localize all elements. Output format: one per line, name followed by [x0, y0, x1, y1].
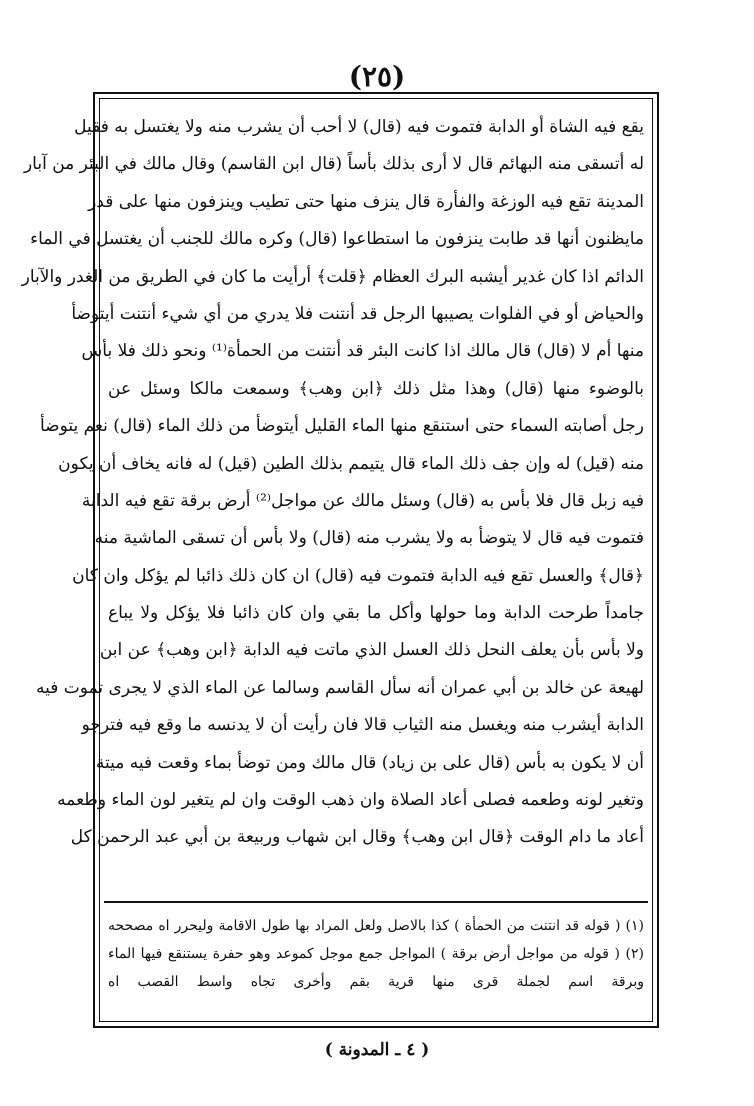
footnote-line: (٢) ( قوله من مواجل أرض برقة ) المواجل جمع موجل كموعد وهو حفرة يستنقع فيها الماء [108, 946, 644, 962]
main-text [21, 109, 644, 857]
text-line: وتغير لونه وطعمه فصلى أعاد الصلاة وان ذهب الوقت وان لم يتغير لون الماء وطعمه [57, 790, 644, 811]
footnote-separator [104, 901, 648, 903]
text-line: أن لا يكون به بأس (قال على بن زياد) قال مالك ومن توضأ بماء وقعت فيه ميتة [95, 752, 644, 773]
signature-mark: ( ٤ ـ المدونة ) [324, 1040, 430, 1060]
text-line: بالوضوء منها (قال) وهذا مثل ذلك ﴿ابن وهب﴾ وسمعت مالكا وسئل عن [108, 378, 644, 399]
text-line: منه (قيل) له وإن جف ذلك الماء قال يتيمم بذلك الطين (قيل) له فانه يخاف أن يكون [58, 453, 644, 474]
text-line: فيه زبل قال فلا بأس به (قال) وسئل مالك عن مواجل⁽²⁾ أرض برقة تقع فيه الدابة [81, 490, 644, 511]
text-line: الدابة أيشرب منه ويغسل منه الثياب قالا فان رأيت أن لا يدنسه ما وقع فيه فترجو [81, 715, 644, 736]
footnote-line: وبرقة اسم لجملة قرى منها قرية بقم وأخرى تجاه واسط القصب اه [108, 974, 644, 990]
text-line: رجل أصابته السماء حتى استنقع منها الماء القليل أيتوضأ من ذلك الماء (قال) نعم يتوضأ [39, 416, 644, 437]
page-number: (٢٥) [348, 60, 406, 93]
footnote-line: (١) ( قوله قد انتنت من الحمأة ) كذا بالاصل ولعل المراد بها طول الاقامة وليحرر اه مصححه [108, 918, 644, 934]
text-line: منها أم لا (قال) قال مالك اذا كانت البئر قد أنتنت من الحمأة⁽¹⁾ ونحو ذلك فلا بأس [81, 341, 644, 362]
text-line: له أتسقى منه البهائم قال لا أرى بذلك بأساً (قال ابن القاسم) وقال مالك في البئر من آبار [23, 154, 644, 175]
text-line: فتموت فيه قال لا يتوضأ به ولا يشرب منه (قال) ولا بأس أن تسقى الماشية منه [94, 528, 644, 549]
text-line: يقع فيه الشاة أو الدابة فتموت فيه (قال) لا أحب أن يشرب منه ولا يغتسل به فقيل [74, 117, 644, 137]
text-line: أعاد ما دام الوقت ﴿قال ابن وهب﴾ وقال ابن شهاب وربيعة بن أبي عبد الرحمن كل [70, 827, 644, 848]
footnotes [108, 912, 644, 996]
text-line: مايظنون أنها قد طابت ينزفون ما استطاعوا (قال) وكره مالك للجنب أن يغتسل في الماء [30, 229, 644, 250]
text-line: جامداً طرحت الدابة وما حولها وأكل ما بقي وان كان ذائبا فلا يؤكل ولا يباع [108, 603, 644, 624]
text-line: ﴿قال﴾ والعسل تقع فيه الدابة فتموت فيه (قال) ان كان ذلك ذائبا لم يؤكل وان كان [72, 565, 644, 586]
text-line: لهيعة عن خالد بن أبي عمران أنه سأل القاسم وسالما عن الماء الذي لا يجرى تموت فيه [36, 677, 644, 698]
text-line: المدينة تقع فيه الوزغة والفأرة قال ينزف منها حتى تطيب وينزفون منها على قدر [88, 191, 644, 212]
text-line: الدائم اذا كان غدير أيشبه البرك العظام ﴿قلت﴾ أرأيت ما كان في الطريق من الغدر والآبار [21, 266, 644, 287]
text-line: والحياض أو في الفلوات يصيبها الرجل قد أنتنت فلا يدري من أي شيء أنتنت أيتوضأ [71, 303, 644, 324]
text-line: ولا بأس بأن يعلف النحل ذلك العسل الذي ماتت فيه الدابة ﴿ابن وهب﴾ عن ابن [99, 640, 644, 661]
